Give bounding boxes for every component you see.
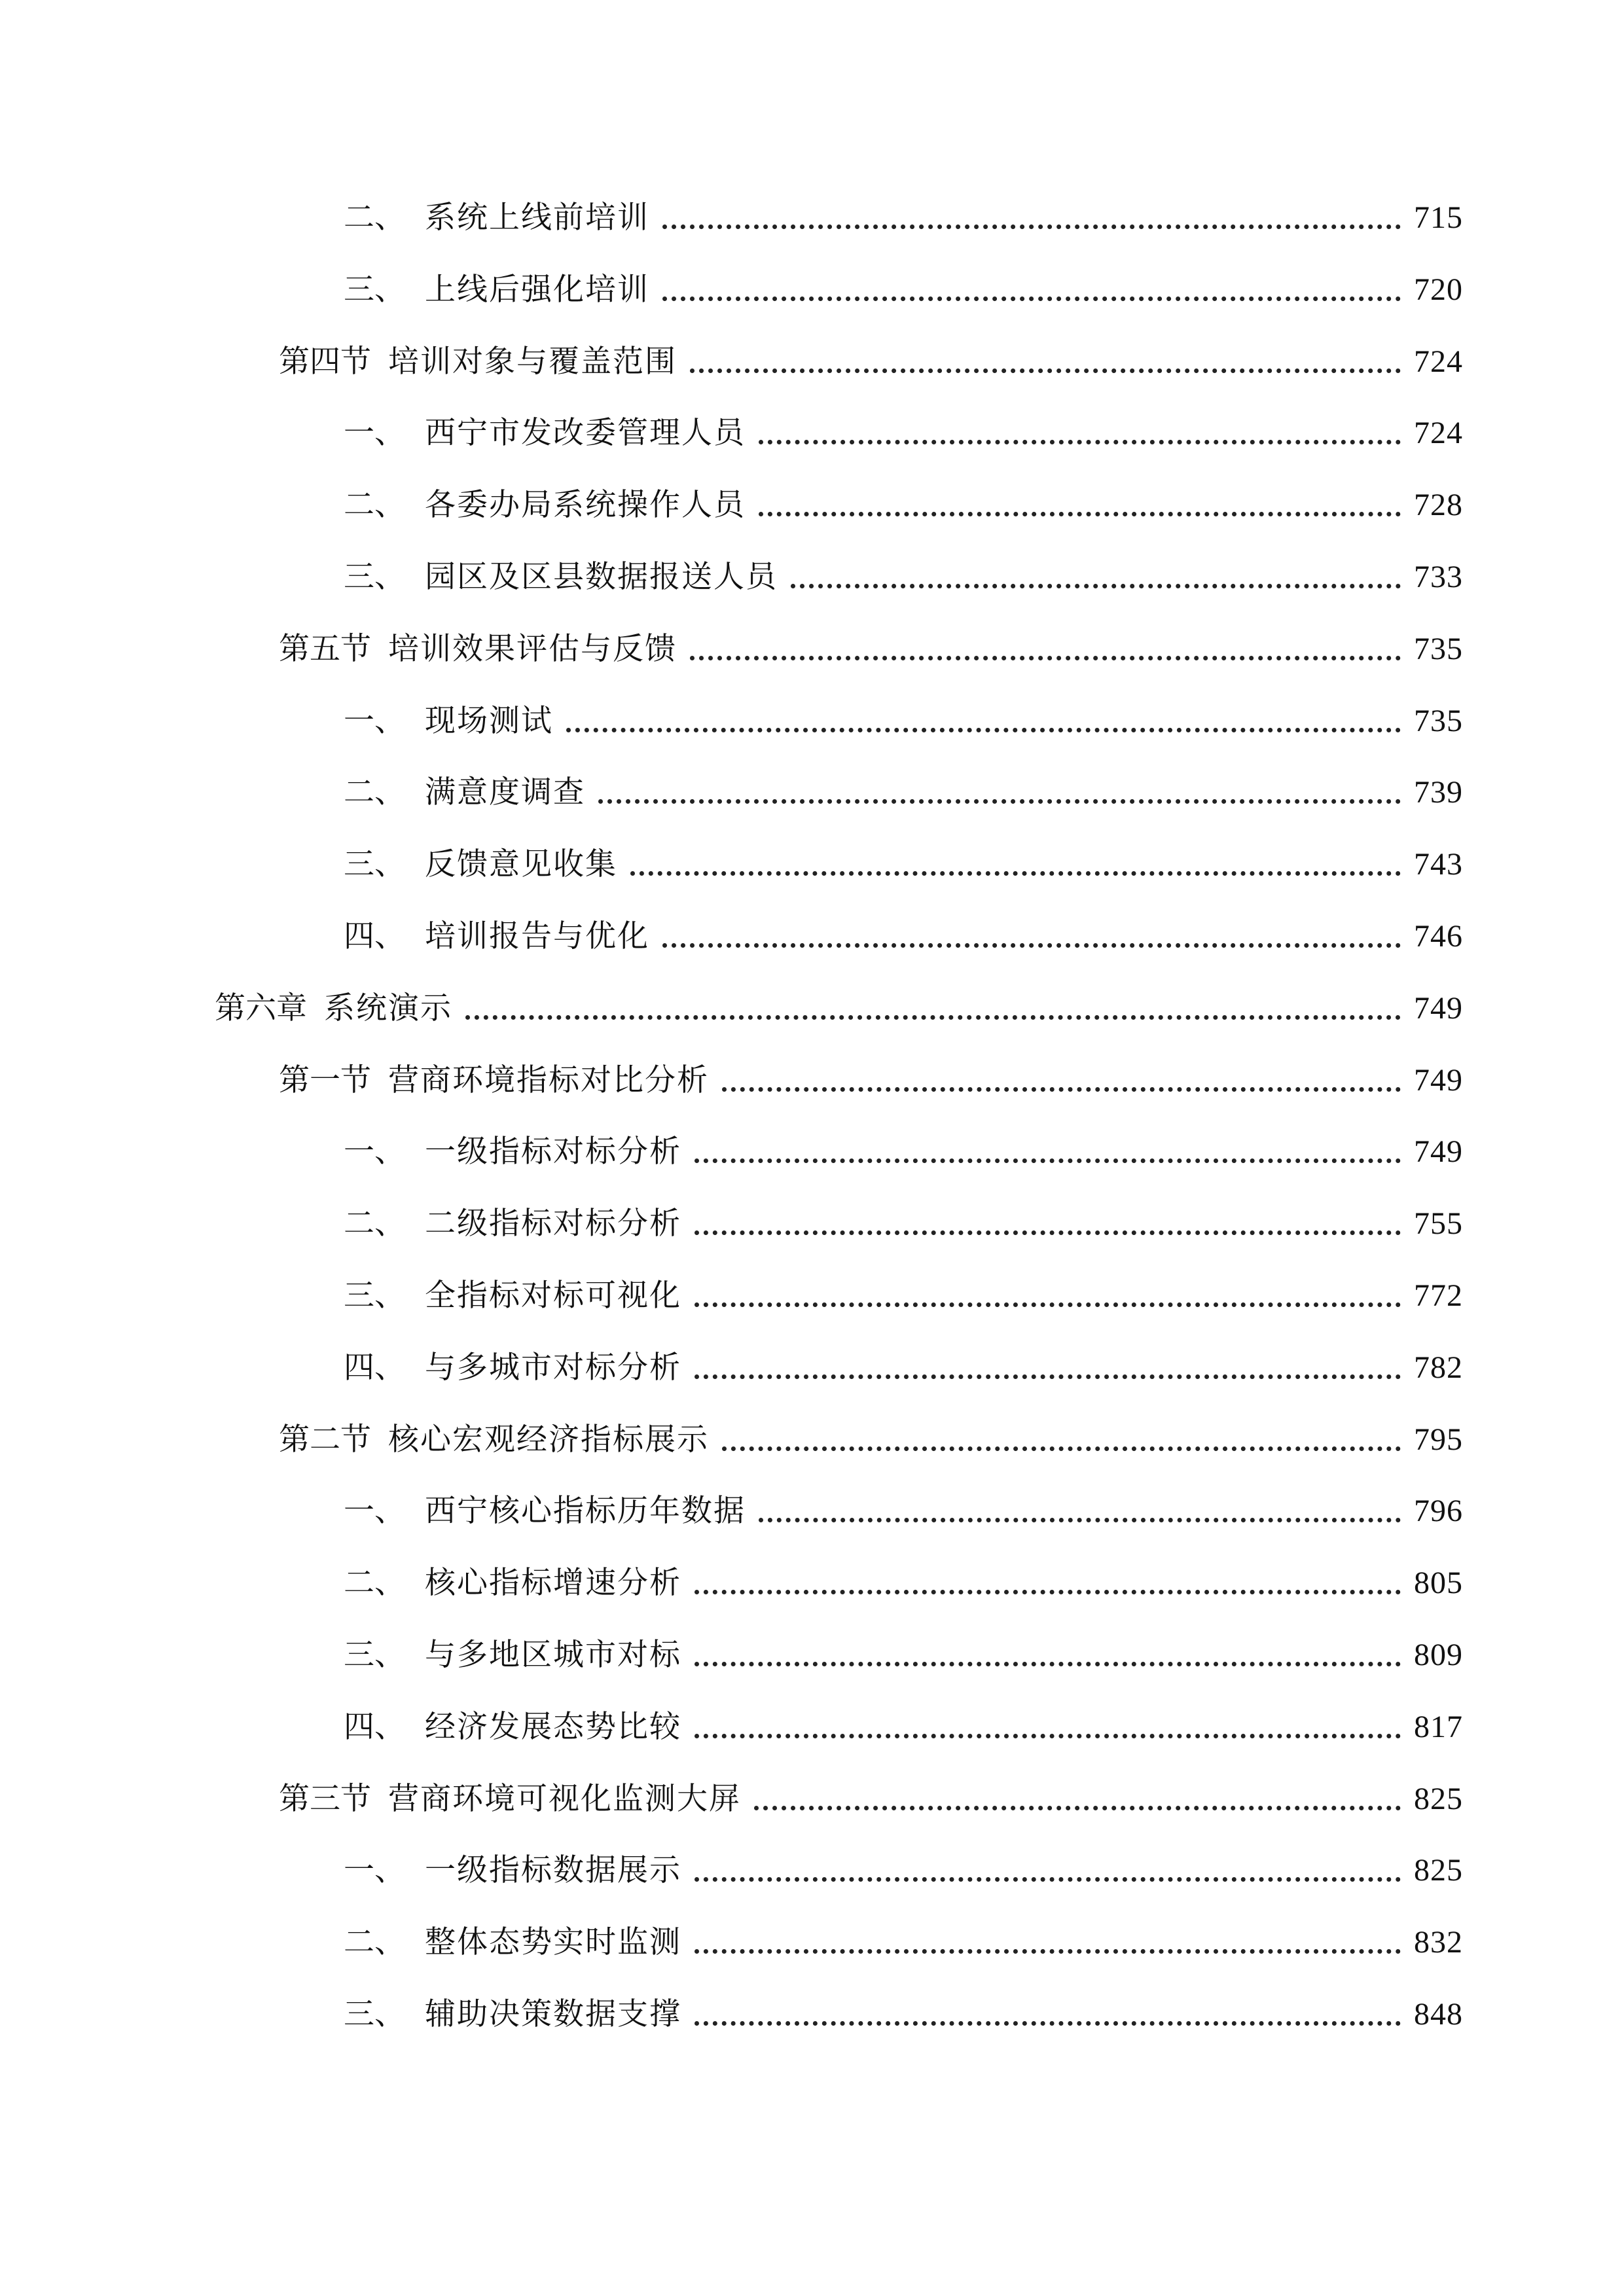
toc-page-number: 772 <box>1414 1278 1463 1313</box>
toc-line[interactable] <box>344 770 1463 816</box>
toc-line[interactable] <box>344 1920 1463 1965</box>
toc-dot-leader <box>754 1806 1401 1810</box>
toc-entry-title: 营商环境可视化监测大屏 <box>388 1781 741 1817</box>
toc-page-number: 795 <box>1414 1422 1463 1457</box>
toc-entry-title: 一级指标对标分析 <box>425 1134 681 1170</box>
toc-entry-number: 四、 <box>344 918 405 954</box>
toc-dot-leader <box>759 1518 1401 1522</box>
toc-entry-title: 系统演示 <box>324 990 452 1026</box>
toc-line[interactable] <box>344 1201 1463 1247</box>
toc-dot-leader <box>722 1087 1401 1092</box>
toc-entry-title: 与多城市对标分析 <box>425 1350 681 1386</box>
toc-entry-title: 系统上线前培训 <box>425 200 649 236</box>
toc-line[interactable] <box>344 1848 1463 1893</box>
toc-dot-leader <box>690 656 1401 660</box>
toc-entry-title: 各委办局系统操作人员 <box>425 487 746 523</box>
toc-page-number: 733 <box>1414 560 1463 594</box>
toc-line[interactable] <box>344 698 1463 744</box>
toc-entry-number: 二、 <box>344 1924 405 1960</box>
toc-entry-title: 辅助决策数据支撑 <box>425 1996 681 2032</box>
toc-page-number: 825 <box>1414 1853 1463 1888</box>
toc-entry-title: 核心指标增速分析 <box>425 1565 681 1601</box>
toc-entry-number: 第二节 <box>279 1422 371 1458</box>
toc-page-number: 832 <box>1414 1925 1463 1960</box>
toc-entry-number: 二、 <box>344 200 405 236</box>
toc-line[interactable] <box>279 1058 1463 1103</box>
toc-line[interactable] <box>344 1632 1463 1678</box>
toc-entry-title: 二级指标对标分析 <box>425 1206 681 1242</box>
toc-entry-number: 第四节 <box>279 344 371 380</box>
toc-entry-number: 一、 <box>344 1493 405 1529</box>
toc-line[interactable] <box>279 626 1463 672</box>
toc-line[interactable] <box>344 1704 1463 1750</box>
toc-dot-leader <box>722 1446 1401 1451</box>
toc-line[interactable] <box>344 842 1463 888</box>
toc-entry-title: 西宁市发改委管理人员 <box>425 415 746 451</box>
toc-line[interactable] <box>344 1273 1463 1319</box>
toc-dot-leader <box>662 296 1401 301</box>
toc-entry-title: 满意度调查 <box>425 774 585 810</box>
toc-entry-number: 三、 <box>344 846 405 882</box>
toc-page-number: 825 <box>1414 1782 1463 1816</box>
toc-entry-title: 一级指标数据展示 <box>425 1852 681 1888</box>
toc-line[interactable] <box>344 267 1463 313</box>
toc-page-number: 724 <box>1414 344 1463 379</box>
toc-entry-number: 四、 <box>344 1709 405 1745</box>
toc-entry-number: 三、 <box>344 1637 405 1673</box>
toc-dot-leader <box>695 1662 1401 1666</box>
toc-entry-title: 整体态势实时监测 <box>425 1924 681 1960</box>
toc-entry-number: 二、 <box>344 1565 405 1601</box>
toc-dot-leader <box>695 1230 1401 1235</box>
toc-page-number: 749 <box>1414 1134 1463 1169</box>
toc-page-number: 720 <box>1414 272 1463 307</box>
toc-entry-number: 三、 <box>344 559 405 595</box>
toc-page-number: 848 <box>1414 1997 1463 2032</box>
toc-entry-number: 二、 <box>344 774 405 810</box>
toc-line[interactable] <box>215 986 1463 1031</box>
toc-page-number: 749 <box>1414 1063 1463 1098</box>
toc-dot-leader <box>630 871 1401 876</box>
toc-page-number: 724 <box>1414 416 1463 450</box>
toc-line[interactable] <box>344 1488 1463 1534</box>
toc-dot-leader <box>465 1015 1401 1020</box>
toc-page-number: 805 <box>1414 1566 1463 1600</box>
toc-entry-title: 培训对象与覆盖范围 <box>388 344 677 380</box>
toc-line[interactable] <box>344 410 1463 456</box>
toc-entry-number: 第三节 <box>279 1781 371 1817</box>
toc-entry-number: 第一节 <box>279 1062 371 1098</box>
toc-entry-number: 三、 <box>344 1996 405 2032</box>
toc-page-number: 782 <box>1414 1350 1463 1385</box>
toc-dot-leader <box>759 512 1401 516</box>
toc-entry-number: 二、 <box>344 487 405 523</box>
toc-entry-number: 四、 <box>344 1350 405 1386</box>
toc-entry-number: 第六章 <box>215 990 307 1026</box>
toc-line[interactable] <box>344 914 1463 960</box>
toc-dot-leader <box>791 584 1401 588</box>
toc-entry-number: 二、 <box>344 1206 405 1242</box>
toc-entry-title: 现场测试 <box>425 703 553 739</box>
toc-entry-number: 一、 <box>344 1852 405 1888</box>
toc-line[interactable] <box>279 1776 1463 1822</box>
toc-entry-title: 核心宏观经济指标展示 <box>388 1422 709 1458</box>
toc-page-number: 746 <box>1414 919 1463 954</box>
toc-dot-leader <box>695 1590 1401 1594</box>
toc-dot-leader <box>695 1877 1401 1882</box>
toc-line[interactable] <box>344 482 1463 528</box>
toc-entry-title: 与多地区城市对标 <box>425 1637 681 1673</box>
toc-dot-leader <box>695 2021 1401 2026</box>
toc-line[interactable] <box>279 339 1463 385</box>
toc-entry-title: 全指标对标可视化 <box>425 1278 681 1314</box>
toc-page-number: 715 <box>1414 200 1463 235</box>
toc-dot-leader <box>662 224 1401 229</box>
toc-entry-number: 三、 <box>344 1278 405 1314</box>
toc-page-number: 796 <box>1414 1494 1463 1528</box>
toc-entry-title: 反馈意见收集 <box>425 846 617 882</box>
toc-page-number: 739 <box>1414 775 1463 810</box>
toc-line[interactable] <box>344 1992 1463 2037</box>
toc-page-number: 735 <box>1414 704 1463 738</box>
toc-dot-leader <box>695 1374 1401 1379</box>
toc-page-number: 749 <box>1414 991 1463 1026</box>
toc-entry-title: 西宁核心指标历年数据 <box>425 1493 746 1529</box>
toc-entry-title: 培训报告与优化 <box>425 918 649 954</box>
toc-page-number: 728 <box>1414 488 1463 522</box>
toc-page-number: 743 <box>1414 847 1463 882</box>
toc-dot-leader <box>566 728 1401 732</box>
toc-dot-leader <box>598 799 1401 804</box>
toc-entry-number: 一、 <box>344 415 405 451</box>
toc-entry-number: 三、 <box>344 272 405 308</box>
toc-page-number: 755 <box>1414 1206 1463 1241</box>
toc-line[interactable] <box>344 554 1463 600</box>
toc-dot-leader <box>662 943 1401 948</box>
toc-entry-number: 一、 <box>344 1134 405 1170</box>
toc-page-number: 735 <box>1414 632 1463 666</box>
toc-entry-number: 第五节 <box>279 631 371 667</box>
toc-dot-leader <box>695 1158 1401 1163</box>
toc-line[interactable] <box>344 1560 1463 1606</box>
toc-entry-title: 营商环境指标对比分析 <box>388 1062 709 1098</box>
toc-line[interactable] <box>279 1417 1463 1463</box>
toc-entry-title: 上线后强化培训 <box>425 272 649 308</box>
toc-dot-leader <box>695 1734 1401 1738</box>
toc-line[interactable] <box>344 1129 1463 1175</box>
toc-page-number: 809 <box>1414 1638 1463 1672</box>
toc-entry-title: 园区及区县数据报送人员 <box>425 559 778 595</box>
toc-line[interactable] <box>344 195 1463 241</box>
toc-line[interactable] <box>344 1345 1463 1391</box>
toc-dot-leader <box>695 1949 1401 1954</box>
toc-entry-number: 一、 <box>344 703 405 739</box>
toc-dot-leader <box>690 368 1401 373</box>
toc-entry-title: 培训效果评估与反馈 <box>388 631 677 667</box>
toc-dot-leader <box>695 1302 1401 1307</box>
toc-entry-title: 经济发展态势比较 <box>425 1709 681 1745</box>
toc-page-number: 817 <box>1414 1710 1463 1744</box>
toc-dot-leader <box>759 440 1401 444</box>
